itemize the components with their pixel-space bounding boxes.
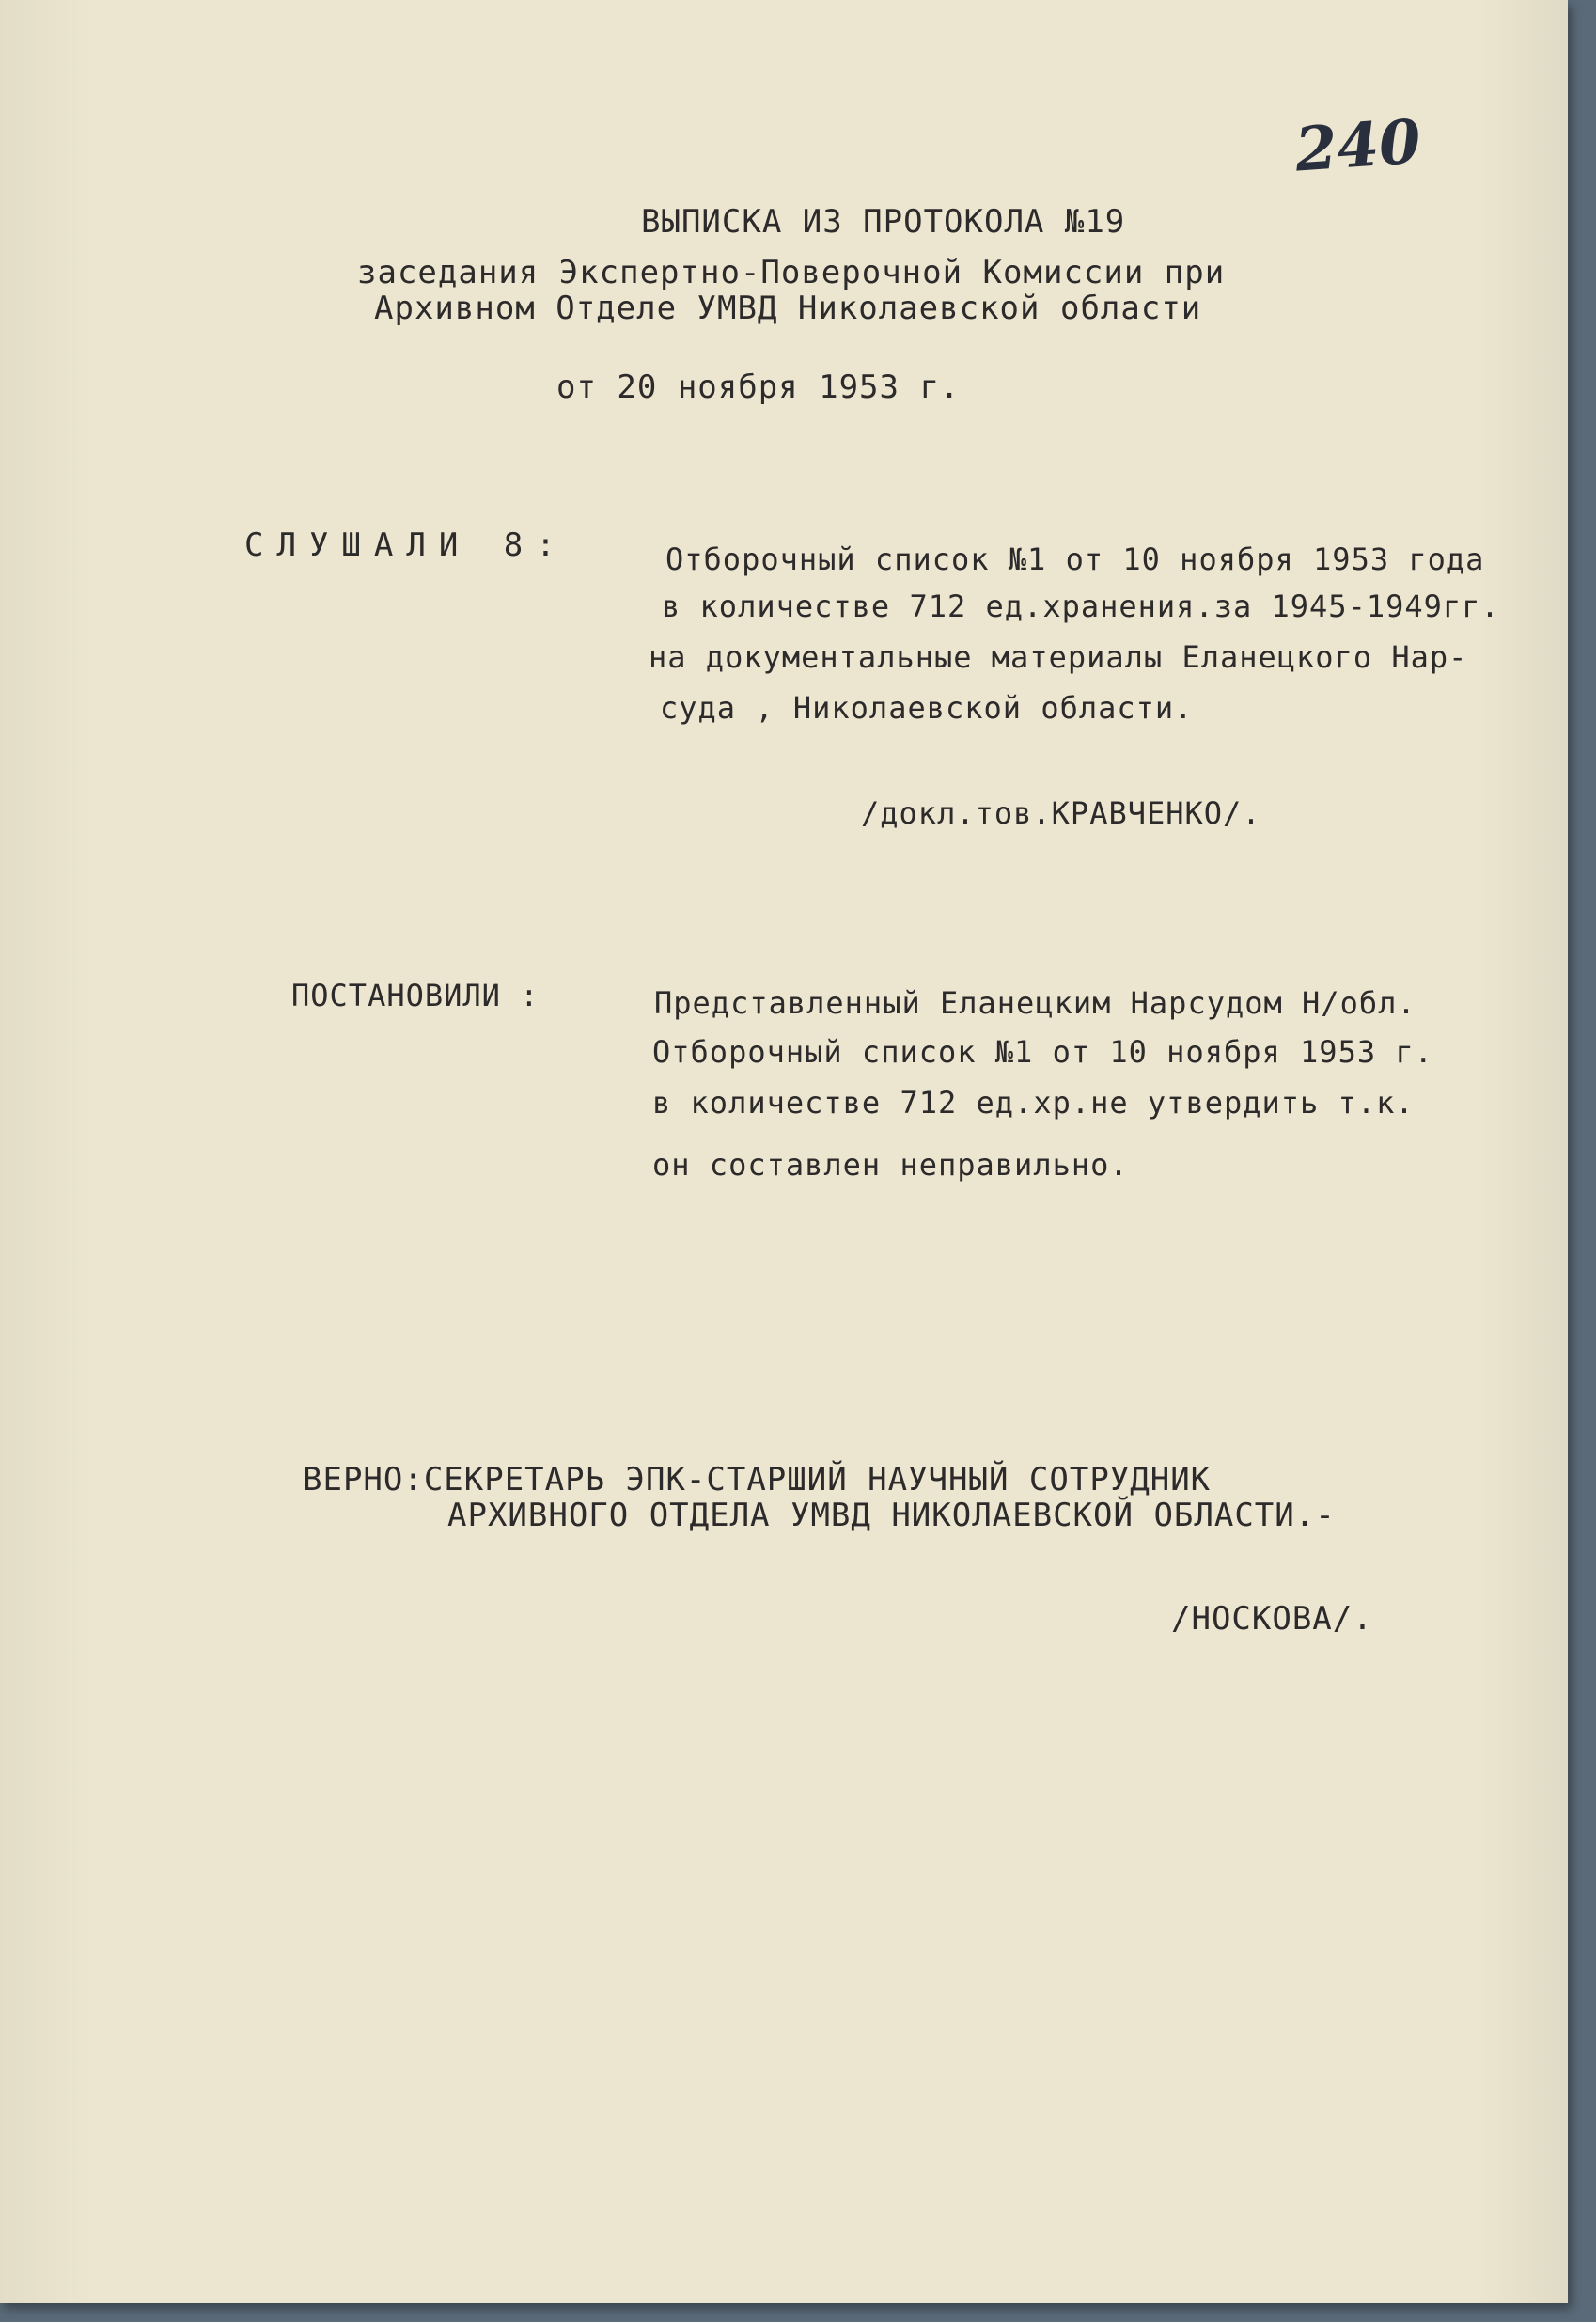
header-line-1: заседания Экспертно-Поверочной Комиссии при [357,254,1226,291]
heard-line-3: на документальные материалы Еланецкого Нар- [649,639,1468,675]
reporter: /докл.тов.КРАВЧЕНКО/. [861,795,1261,831]
document-title: ВЫПИСКА ИЗ ПРОТОКОЛА №19 [641,203,1126,241]
heard-line-4: суда , Николаевской области. [660,690,1194,726]
header-line-2: Архивном Отделе УМВД Николаевской области [374,290,1202,327]
decided-line-3: в количестве 712 ед.хр.не утвердить т.к. [652,1085,1415,1121]
archive-page-number: 240 [1292,106,1424,186]
signature-name: /НОСКОВА/. [1171,1600,1373,1638]
decided-label: ПОСТАНОВИЛИ : [291,978,540,1013]
heard-line-1: Отборочный список №1 от 10 ноября 1953 года [665,541,1485,577]
certification-line-2: АРХИВНОГО ОТДЕЛА УМВД НИКОЛАЕВСКОЙ ОБЛАСТИ.- [447,1497,1336,1534]
heard-line-2: в количестве 712 ед.хранения.за 1945-1949гг. [662,588,1500,624]
decided-line-2: Отборочный список №1 от 10 ноября 1953 г. [652,1034,1433,1070]
document-date: от 20 ноября 1953 г. [556,369,961,406]
decided-line-1: Представленный Еланецким Нарсудом Н/обл. [654,985,1416,1021]
heard-label: СЛУШАЛИ 8: [244,526,569,564]
decided-line-4: он составлен неправильно. [652,1147,1129,1183]
certification-line-1: ВЕРНО:СЕКРЕТАРЬ ЭПК-СТАРШИЙ НАУЧНЫЙ СОТРУДНИК [303,1461,1212,1498]
